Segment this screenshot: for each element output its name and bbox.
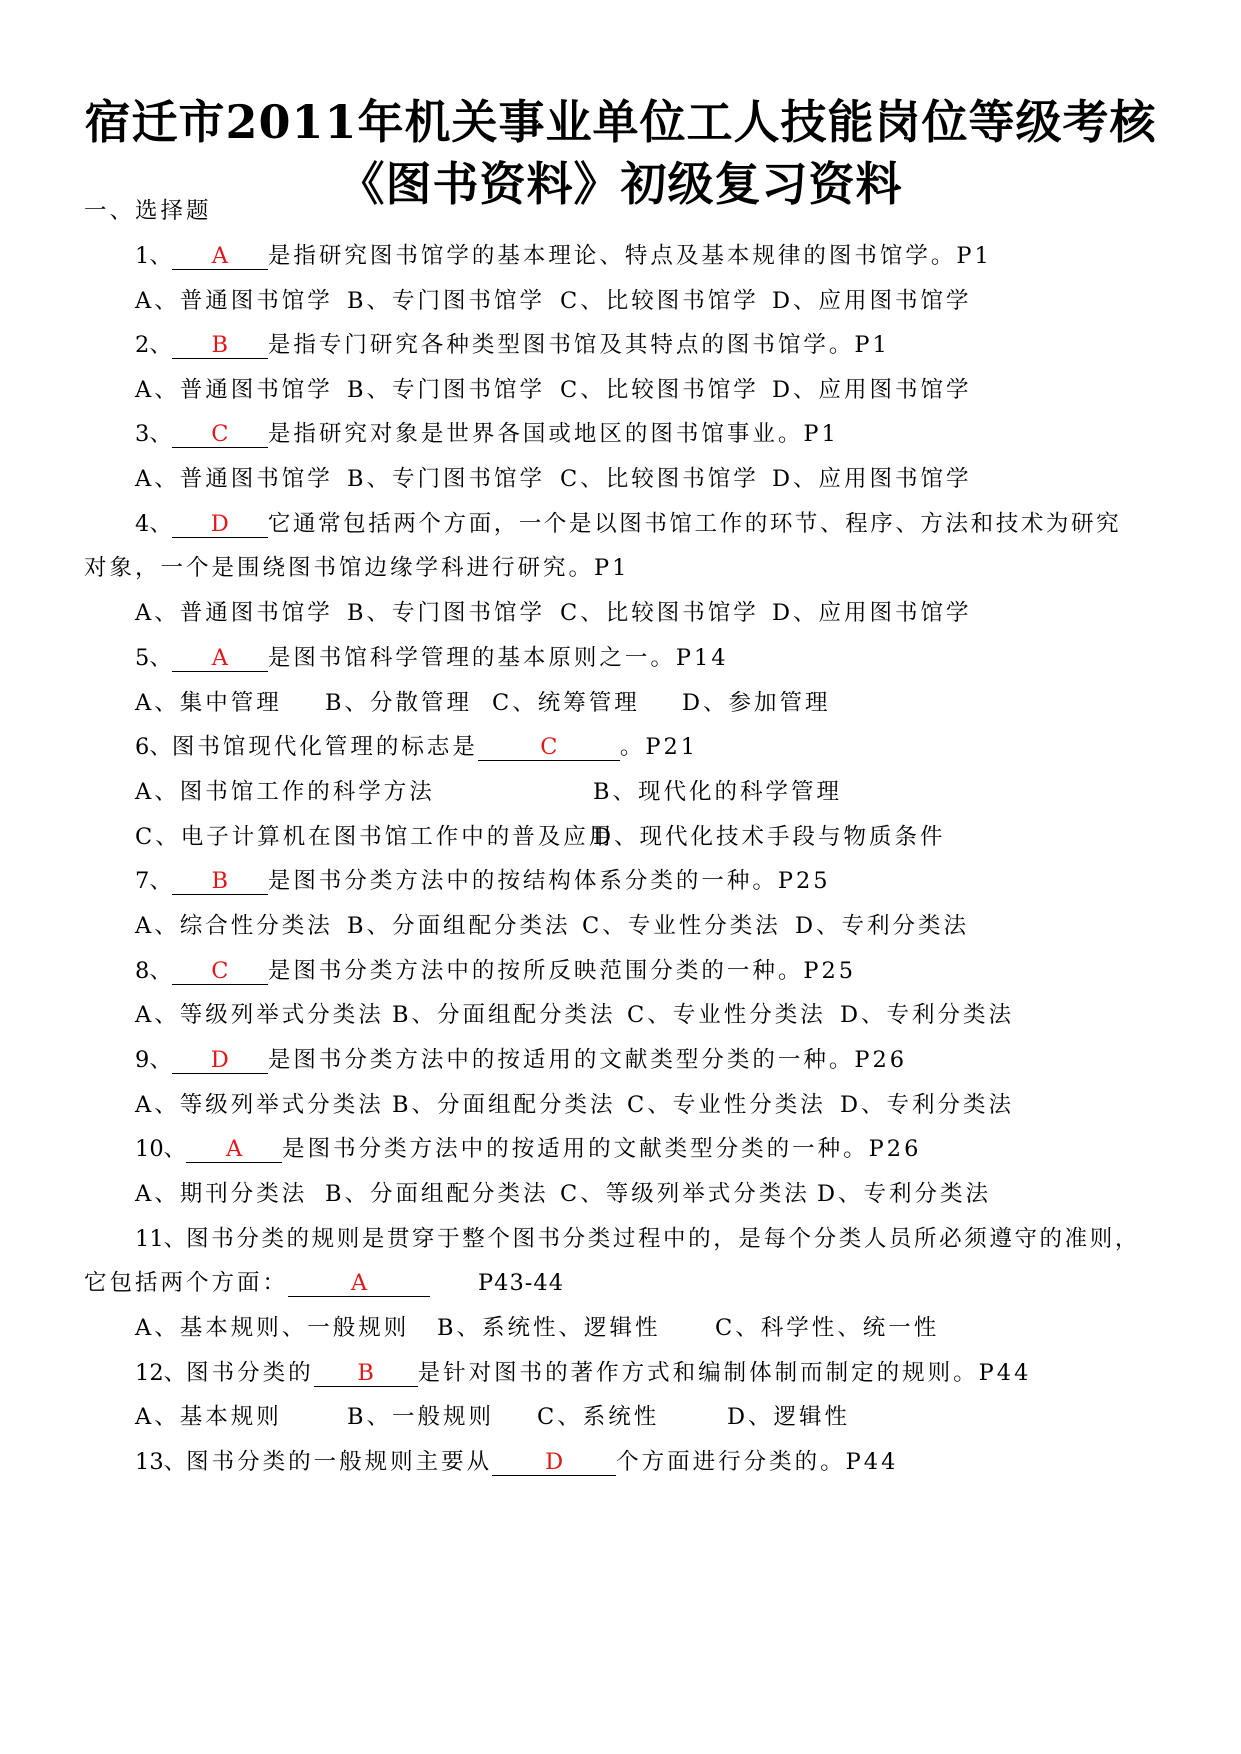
option: A、集中管理 <box>135 690 282 716</box>
option: D、现代化技术手段与物质条件 <box>593 824 946 850</box>
question-number: 8、 <box>135 958 172 984</box>
answer-blank: A <box>288 1270 430 1297</box>
option: C、科学性、统一性 <box>715 1315 940 1341</box>
option: A、期刊分类法 <box>135 1181 308 1207</box>
option: A、等级列举式分类法 <box>135 1092 384 1118</box>
question-9 <box>135 1042 907 1074</box>
option: D、参加管理 <box>682 690 831 716</box>
question-text-end: 个方面进行分类的。P44 <box>616 1449 899 1475</box>
question-number: 13、 <box>135 1449 187 1475</box>
option: A、普通图书馆学 <box>135 377 333 403</box>
question-text: 是指研究图书馆学的基本理论、特点及基本规律的图书馆学。P1 <box>267 243 992 269</box>
option: A、普通图书馆学 <box>135 466 333 492</box>
option: B、分散管理 <box>325 690 473 716</box>
question-13 <box>135 1444 898 1476</box>
question-number: 9、 <box>135 1047 172 1073</box>
question-text: 是图书分类方法中的按所反映范围分类的一种。P25 <box>267 958 857 984</box>
option: B、系统性、逻辑性 <box>437 1315 661 1341</box>
option: C、系统性 <box>537 1404 660 1430</box>
option: C、比较图书馆学 <box>560 288 759 314</box>
option: A、普通图书馆学 <box>135 600 333 626</box>
option: D、专利分类法 <box>795 913 970 939</box>
question-number: 7、 <box>135 868 172 894</box>
option: B、现代化的科学管理 <box>593 779 843 805</box>
question-number: 6、 <box>135 734 172 760</box>
option: B、分面组配分类法 <box>392 1092 616 1118</box>
question-text: 是图书馆科学管理的基本原则之一。P14 <box>267 645 729 671</box>
question-text: 它包括两个方面： <box>84 1270 289 1296</box>
question-text: 是图书分类方法中的按适用的文献类型分类的一种。P26 <box>267 1047 908 1073</box>
question-11 <box>135 1221 1140 1253</box>
option: B、专门图书馆学 <box>347 377 546 403</box>
answer-blank: B <box>172 868 268 895</box>
option: D、应用图书馆学 <box>772 288 972 314</box>
question-number: 12、 <box>135 1360 187 1386</box>
question-text: 是指专门研究各种类型图书馆及其特点的图书馆学。P1 <box>267 332 890 358</box>
option: D、应用图书馆学 <box>772 466 972 492</box>
question-text-end: 。P21 <box>619 734 699 760</box>
question-12 <box>135 1355 1031 1387</box>
question-10 <box>135 1131 921 1163</box>
question-text: 图书分类的 <box>186 1360 314 1386</box>
answer-blank: C <box>172 421 268 448</box>
option: C、比较图书馆学 <box>560 466 759 492</box>
option: C、专业性分类法 <box>582 913 781 939</box>
question-4 <box>135 506 1121 538</box>
option: B、分面组配分类法 <box>347 913 571 939</box>
question-11-continued <box>84 1265 564 1297</box>
option: D、专利分类法 <box>840 1002 1015 1028</box>
question-text: 是指研究对象是世界各国或地区的图书馆事业。P1 <box>267 421 839 447</box>
question-text: 图书分类的规则是贯穿于整个图书分类过程中的，是每个分类人员所必须遵守的准则， <box>186 1226 1140 1252</box>
answer-blank: A <box>172 645 268 672</box>
option: C、统筹管理 <box>492 690 640 716</box>
option: A、图书馆工作的科学方法 <box>135 779 435 805</box>
question-7 <box>135 863 831 895</box>
option: A、基本规则、一般规则 <box>135 1315 410 1341</box>
question-6 <box>135 729 698 761</box>
answer-blank: A <box>186 1136 282 1163</box>
question-3 <box>135 416 839 448</box>
question-text-end: 是针对图书的著作方式和编制体制而制定的规则。P44 <box>417 1360 1032 1386</box>
question-text: 图书分类的一般规则主要从 <box>186 1449 493 1475</box>
question-text: 它通常包括两个方面，一个是以图书馆工作的环节、程序、方法和技术为研究 <box>267 511 1122 537</box>
question-8 <box>135 953 856 985</box>
question-number: 2、 <box>135 332 172 358</box>
option: C、电子计算机在图书馆工作中的普及应用 <box>135 824 615 850</box>
option: B、专门图书馆学 <box>347 466 546 492</box>
question-number: 5、 <box>135 645 172 671</box>
question-text: 是图书分类方法中的按结构体系分类的一种。P25 <box>267 868 831 894</box>
option: C、专业性分类法 <box>627 1092 826 1118</box>
answer-blank: D <box>172 511 268 538</box>
question-2 <box>135 327 890 359</box>
question-number: 4、 <box>135 511 172 537</box>
option: D、应用图书馆学 <box>772 377 972 403</box>
option: A、基本规则 <box>135 1404 282 1430</box>
option: B、专门图书馆学 <box>347 288 546 314</box>
option: B、一般规则 <box>347 1404 495 1430</box>
option: D、专利分类法 <box>817 1181 992 1207</box>
question-number: 3、 <box>135 421 172 447</box>
option: D、逻辑性 <box>727 1404 851 1430</box>
question-number: 10、 <box>135 1136 187 1162</box>
answer-blank: B <box>172 332 268 359</box>
option: A、普通图书馆学 <box>135 288 333 314</box>
question-number: 11、 <box>135 1226 187 1252</box>
answer-blank: D <box>172 1047 268 1074</box>
answer-blank: C <box>172 958 268 985</box>
question-4-continued: 对象，一个是围绕图书馆边缘学科进行研究。P1 <box>84 555 630 581</box>
option: B、专门图书馆学 <box>347 600 546 626</box>
section-heading: 一、选择题 <box>84 198 212 224</box>
option: A、等级列举式分类法 <box>135 1002 384 1028</box>
option: B、分面组配分类法 <box>325 1181 549 1207</box>
page-reference: P43-44 <box>478 1270 565 1296</box>
option: D、专利分类法 <box>840 1092 1015 1118</box>
question-text: 是图书分类方法中的按适用的文献类型分类的一种。P26 <box>282 1136 922 1162</box>
question-1 <box>135 238 992 270</box>
option: A、综合性分类法 <box>135 913 333 939</box>
question-5 <box>135 640 729 672</box>
option: C、等级列举式分类法 <box>560 1181 810 1207</box>
title-line-2: 《图书资料》初级复习资料 <box>338 157 903 211</box>
option: C、专业性分类法 <box>627 1002 826 1028</box>
answer-blank: C <box>478 734 620 761</box>
answer-blank: B <box>314 1360 418 1387</box>
option: D、应用图书馆学 <box>772 600 972 626</box>
option: C、比较图书馆学 <box>560 600 759 626</box>
option: C、比较图书馆学 <box>560 377 759 403</box>
answer-blank: D <box>492 1449 616 1476</box>
question-number: 1、 <box>135 243 172 269</box>
answer-blank: A <box>172 243 268 270</box>
question-text: 图书馆现代化管理的标志是 <box>171 734 478 760</box>
title-line-1: 宿迁市2011年机关事业单位工人技能岗位等级考核 <box>84 95 1157 149</box>
option: B、分面组配分类法 <box>392 1002 616 1028</box>
